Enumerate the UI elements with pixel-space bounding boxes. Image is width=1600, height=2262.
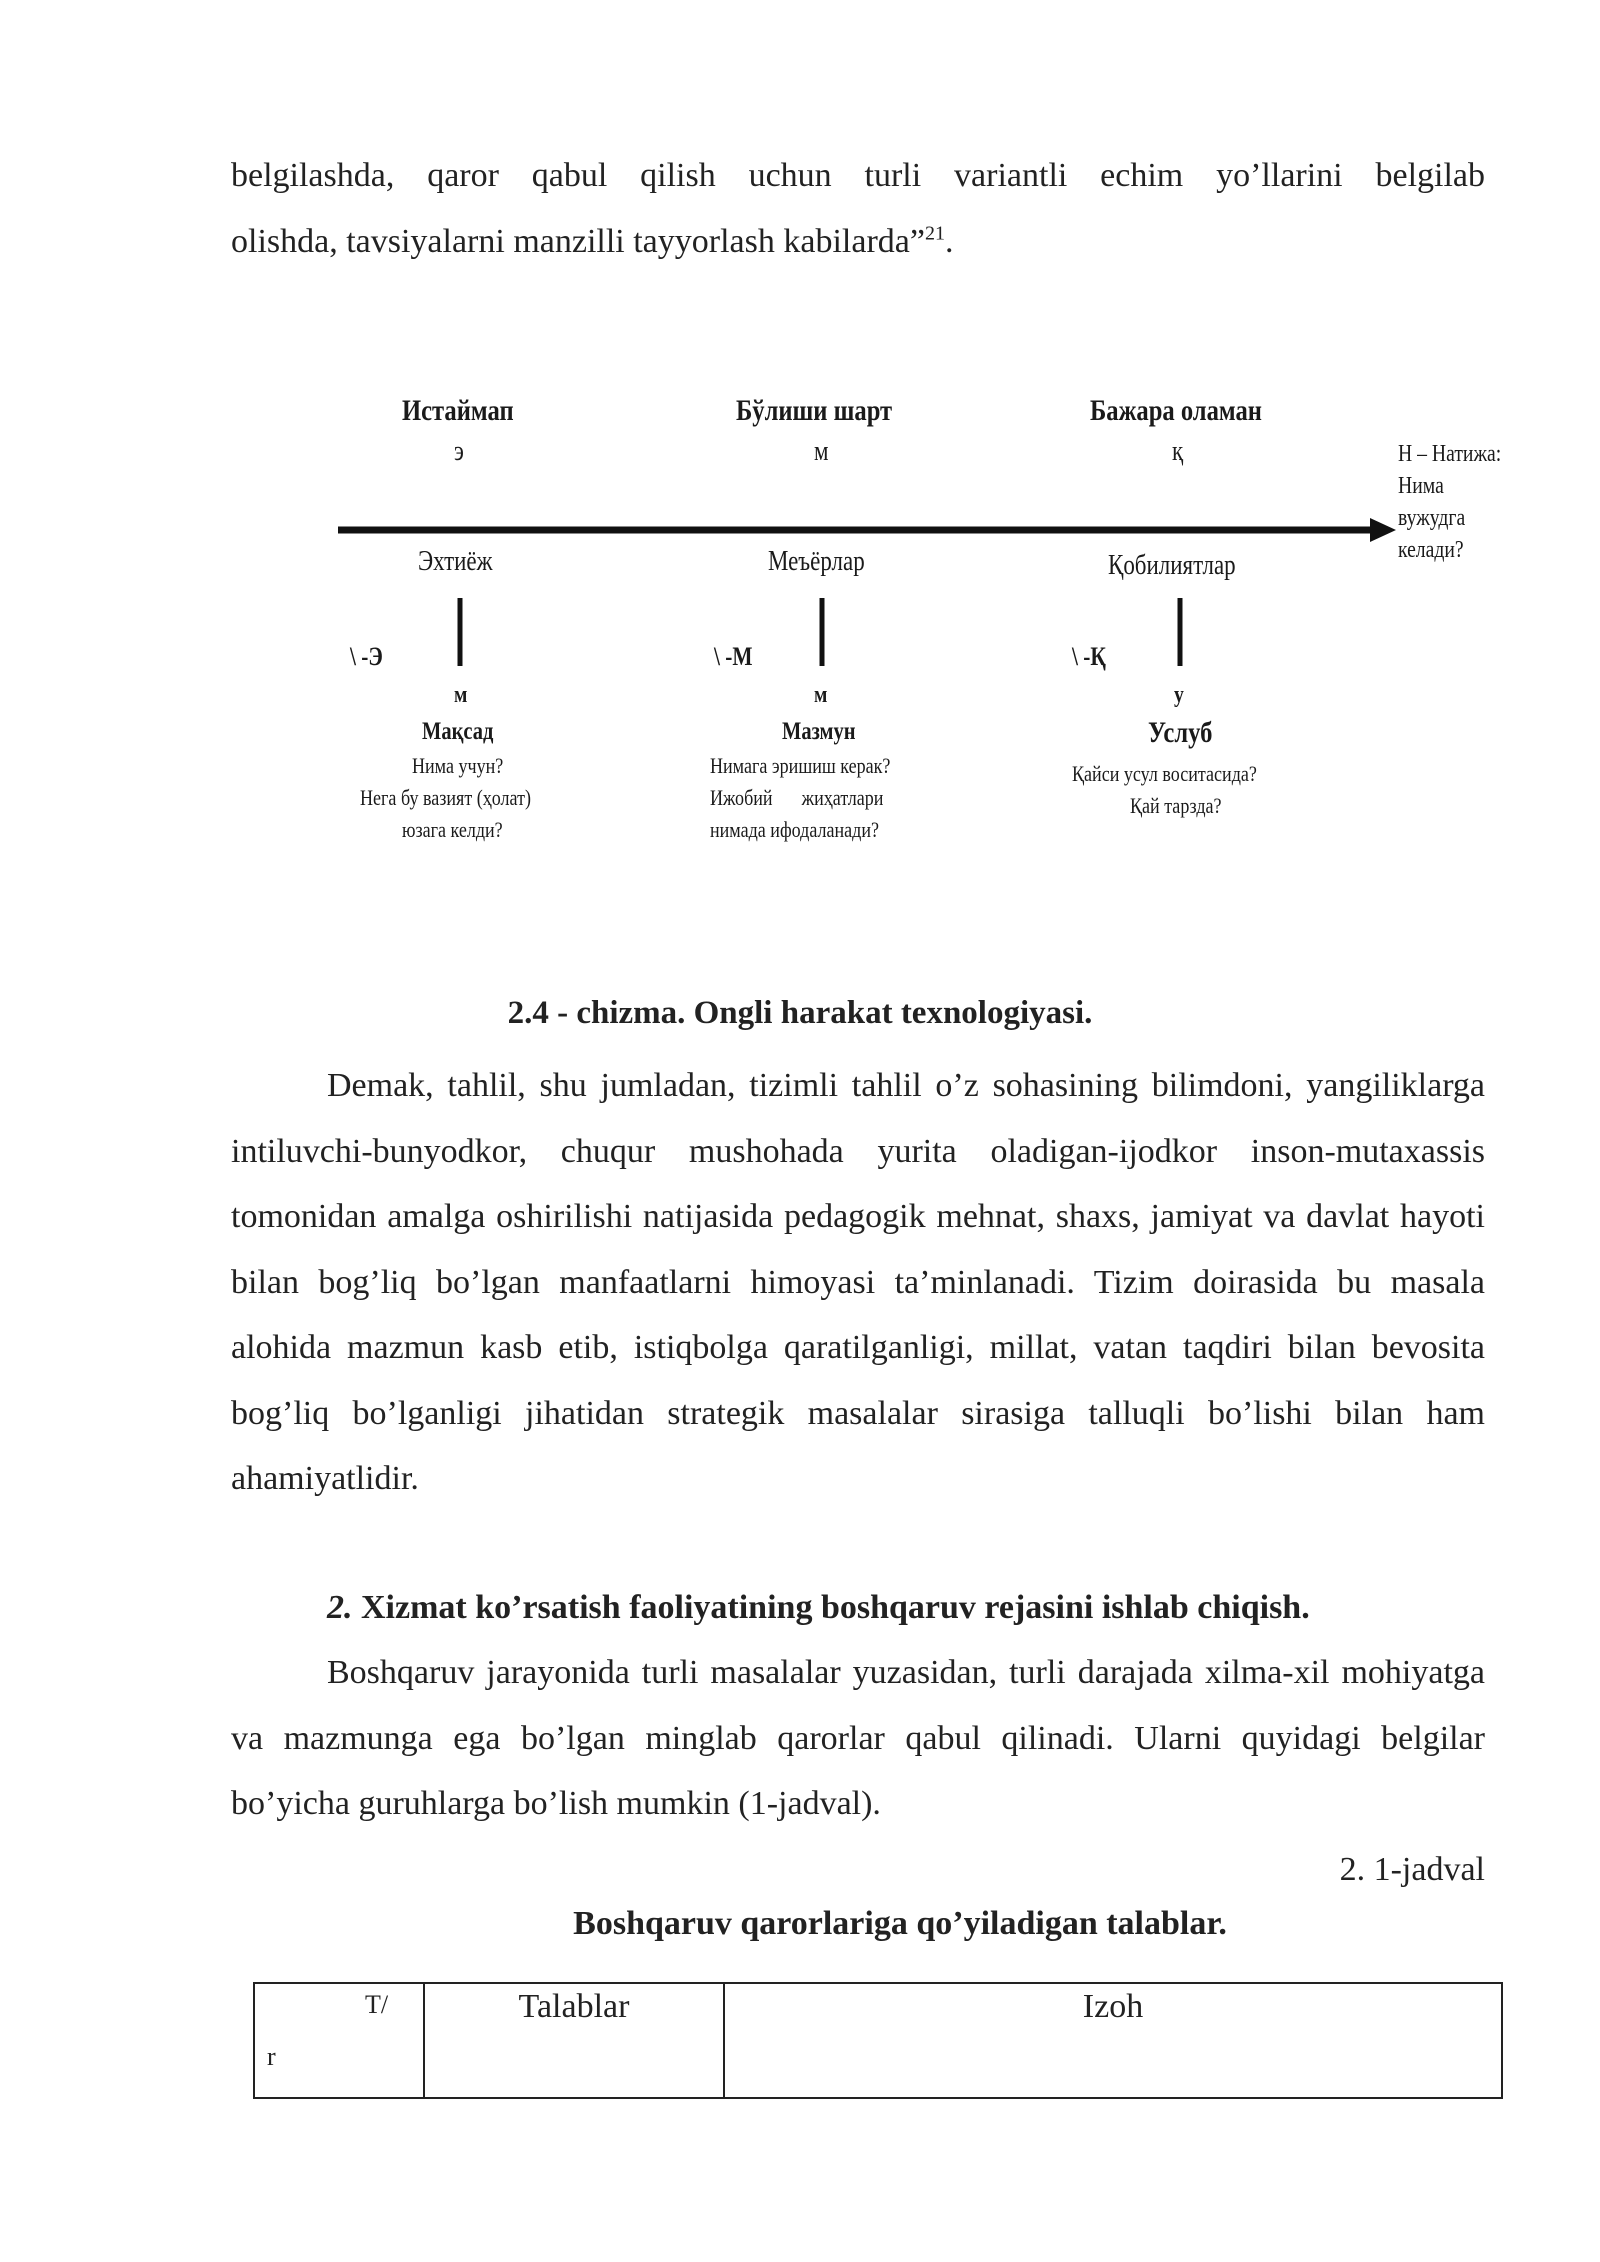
col3-mid-label: Қобилиятлар — [1108, 550, 1236, 581]
header-cell-requirements: Talablar — [424, 1983, 724, 2098]
body-paragraph-2: Boshqaruv jarayonida turli masalalar yuzasidan, turli darajada xilma-xil mohiyatga va mazmunga ega bo’lgan minglab qarorlar qabul qilinadi. Ularni quyidagi belgilar bo’yicha guruhlarga bo’lish mumkin (1-jadval). — [231, 1654, 1485, 1822]
col1-mid-label: Эхтиёж — [418, 546, 493, 577]
table-reference: 2. 1-jadval — [1339, 1851, 1485, 1888]
result-line-2: Нима — [1398, 473, 1444, 499]
col2-heading: Мазмун — [782, 718, 856, 745]
col3-line-2: Қай тарзда? — [1130, 793, 1222, 818]
col1-heading: Мақсад — [422, 718, 494, 745]
col3-bottom-letter: у — [1174, 682, 1184, 708]
col1-line-3: юзага келди? — [402, 817, 503, 842]
col3-side-label: \ -Қ — [1072, 642, 1106, 671]
result-line-4: келади? — [1398, 537, 1464, 563]
conscious-action-diagram — [330, 380, 1550, 860]
col2-bottom-letter: м — [814, 682, 828, 708]
table-title: Boshqaruv qarorlariga qo’yiladigan talablar. — [573, 1905, 1227, 1942]
table-header-row — [254, 1983, 1502, 2098]
col1-line-2: Нега бу вазият (ҳолат) — [360, 785, 531, 810]
section-title: Xizmat ko’rsatish faoliyatining boshqaruv rejasini ishlab chiqish. — [352, 1589, 1310, 1626]
section-heading — [327, 1575, 1485, 1641]
header-cell-number: T/ r — [254, 1983, 424, 2098]
intro-line-1: belgilashda, qaror qabul qilish uchun turli variantli echim yo’llarini belgilab — [231, 157, 1485, 194]
result-line-3: вужудга — [1398, 505, 1466, 531]
col1-bottom-letter: м — [454, 682, 468, 708]
timeline-arrowhead — [1370, 518, 1396, 542]
col2-line-2: Ижобий жиҳатлари — [710, 785, 884, 810]
requirements-table — [253, 1982, 1503, 2099]
col3-line-1: Қайси усул воситасида? — [1072, 761, 1257, 786]
col3-top-letter: қ — [1172, 436, 1184, 467]
header-cell-notes: Izoh — [724, 1983, 1502, 2098]
intro-line-2: olishda, tavsiyalarni manzilli tayyorlash kabilarda”$^{21}$. — [231, 222, 954, 260]
col3-heading: Услуб — [1148, 716, 1213, 749]
col2-top-letter: м — [814, 436, 829, 467]
figure-caption: 2.4 - chizma. Ongli harakat texnologiyasi. — [507, 995, 1093, 1031]
result-line-1: Н – Натижа: — [1398, 441, 1502, 467]
col1-top-label: Истаймап — [402, 394, 514, 427]
col1-top-letter: э — [454, 436, 464, 467]
col3-top-label: Бажара оламан — [1090, 394, 1262, 427]
col1-side-label: \ -Э — [350, 642, 383, 671]
col2-mid-label: Меъёрлар — [768, 546, 865, 577]
section-number: 2. — [327, 1589, 353, 1626]
col2-top-label: Бўлиши шарт — [736, 394, 893, 427]
intro-paragraph — [231, 143, 1485, 274]
body-paragraph-1: Demak, tahlil, shu jumladan, tizimli tahlil o’z sohasining bilimdoni, yangiliklarga intiluvchi-bunyodkor, chuqur mushohada yurita oladigan-ijodkor inson-mutaxassis tomonidan amalga oshirilishi natijasida pedagogik mehnat, shaxs, jamiyat va davlat hayoti bilan bog’liq bo’lgan manfaatlarni himoyasi ta’minlanadi. Tizim doirasida bu masala alohida mazmun kasb etib, istiqbolga qaratilganligi, millat, vatan taqdiri bilan bevosita bog’liq bo’lganligi jihatidan strategik masalalar sirasiga talluqli bo’lishi bilan ham ahamiyatlidir. — [231, 1067, 1485, 1497]
col2-side-label: \ -М — [714, 642, 753, 671]
col2-line-1: Нимага эришиш керак? — [710, 753, 891, 778]
col2-line-3: нимада ифодаланади? — [710, 817, 880, 842]
col1-line-1: Нима учун? — [412, 753, 504, 778]
footnote-ref[interactable]: 21 — [924, 222, 945, 245]
